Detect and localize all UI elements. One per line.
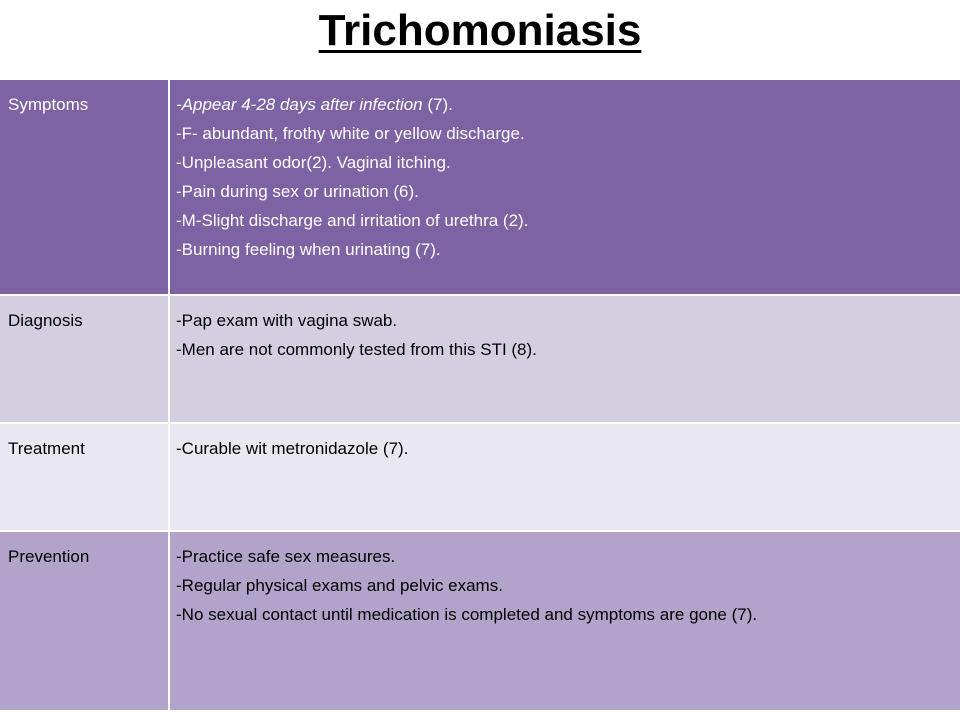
table-row-diagnosis	[0, 296, 960, 422]
row-content-symptoms	[168, 80, 960, 294]
content-line: -Curable wit metronidazole (7).	[176, 439, 409, 458]
table-row-prevention	[0, 532, 960, 710]
row-content-treatment	[168, 424, 960, 530]
slide-title	[0, 6, 960, 56]
content-line: -Appear 4-28 days after infection (7).	[176, 95, 453, 114]
table-row-symptoms	[0, 80, 960, 294]
content-line: -Regular physical exams and pelvic exams.	[176, 576, 503, 595]
content-line: -Burning feeling when urinating (7).	[176, 240, 441, 259]
table-row-treatment	[0, 424, 960, 530]
slide-title-text: Trichomoniasis	[318, 6, 642, 55]
content-line: -Unpleasant odor(2). Vaginal itching.	[176, 153, 451, 172]
row-label-prevention: Prevention	[8, 547, 90, 566]
content-line: -Pain during sex or urination (6).	[176, 182, 419, 201]
content-line: -Pap exam with vagina swab.	[176, 311, 398, 330]
row-content-diagnosis	[168, 296, 960, 422]
row-label-treatment: Treatment	[8, 439, 85, 458]
content-line: -F- abundant, frothy white or yellow discharge.	[176, 124, 525, 143]
row-content-prevention	[168, 532, 960, 710]
content-line: -Practice safe sex measures.	[176, 547, 396, 566]
content-line: -Men are not commonly tested from this STI (8).	[176, 340, 537, 359]
row-label-diagnosis: Diagnosis	[8, 311, 83, 330]
row-label-symptoms: Symptoms	[8, 95, 89, 114]
content-line: -M-Slight discharge and irritation of urethra (2).	[176, 211, 529, 230]
content-line: -No sexual contact until medication is completed and symptoms are gone (7).	[176, 605, 758, 624]
